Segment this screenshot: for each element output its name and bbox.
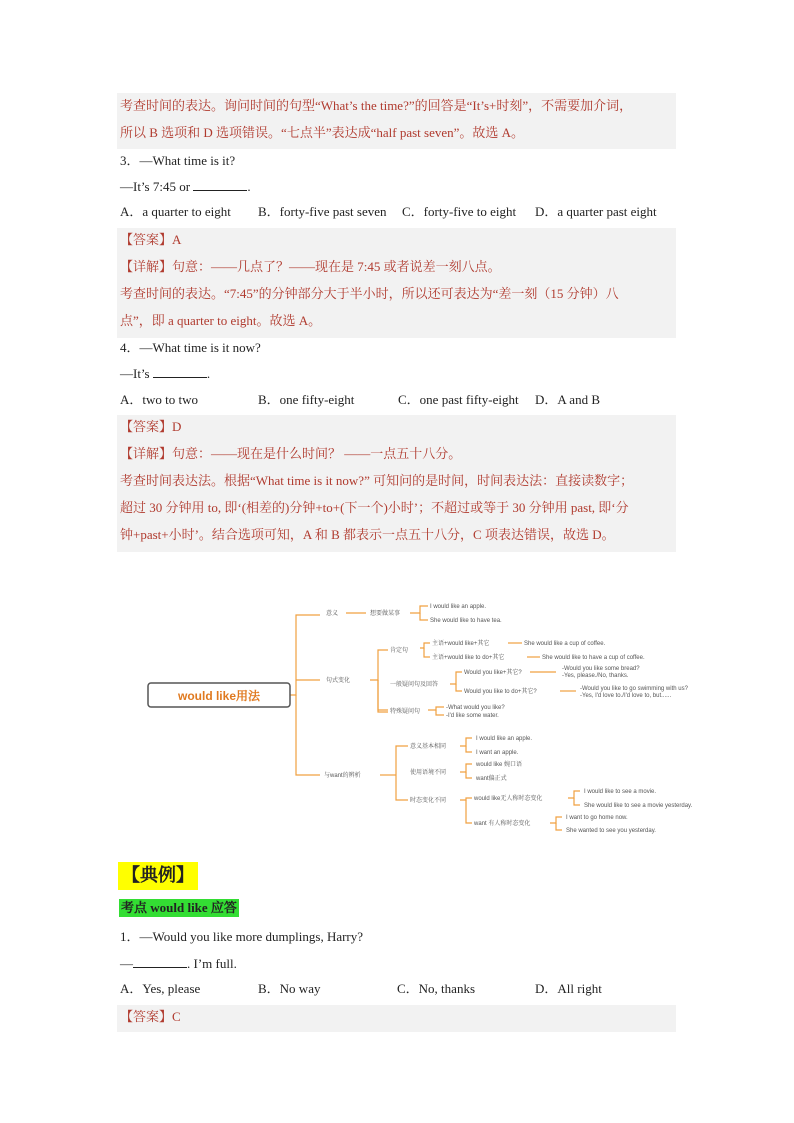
option-d: D．a quarter past eight (535, 204, 657, 219)
detail-line: 【详解】句意：——几点了？——现在是 7:45 或者说差一刻八点。 (120, 259, 501, 274)
question-reply (120, 364, 210, 384)
mindmap-node: would like无人称时态变化 (474, 796, 543, 802)
mindmap-node: 与want的辨析 (324, 773, 361, 779)
mindmap-leaf: She would like to have tea. (430, 618, 502, 624)
answer-box-q1 (117, 1005, 676, 1032)
mindmap-node: 想要做某事 (370, 611, 401, 617)
mindmap-leaf: -I'd like some water. (446, 713, 499, 719)
point-label: 考点 would like 应答 (121, 900, 237, 915)
mindmap-leaf: -Would you like some bread? (562, 666, 640, 672)
analysis-line: 考查时间表达法。根据“What time is it now?” 可知问的是时间，时间表达法：直接读数字； (120, 473, 634, 488)
mindmap-leaf: She would like to have a cup of coffee. (542, 655, 645, 661)
mindmap-node: 主语+would like+其它 (432, 641, 490, 647)
option-c: C．No, thanks (397, 981, 476, 996)
mindmap-center-label: would like用法 (177, 689, 261, 703)
option-c: C．one past fifty-eight (398, 392, 519, 407)
mindmap-leaf: -Yes, I'd love to./I'd love to, but...... (580, 693, 672, 699)
option-b: B．No way (258, 981, 321, 996)
mindmap-leaf: I want to go home now. (566, 815, 628, 821)
question-reply (120, 954, 237, 974)
mindmap-leaf: I would like to see a movie. (584, 789, 657, 795)
reply-prefix: —It’s 7:45 or (120, 179, 191, 194)
analysis-line: 点”，即 a quarter to eight。故选 A。 (120, 313, 322, 328)
option-a: A．Yes, please (120, 981, 201, 996)
mindmap-leaf: I would like an apple. (430, 604, 487, 610)
analysis-line: 所以 B 选项和 D 选项错误。“七点半”表达成“half past seven”。故选 A。 (120, 125, 525, 140)
option-a: A．two to two (120, 392, 199, 407)
answer-line: 【答案】D (120, 419, 182, 434)
question-stem: 4．—What time is it now? (120, 340, 261, 355)
mindmap-node: 时态变化不同 (410, 798, 447, 804)
section-title: 【典例】 (118, 862, 198, 890)
option-a: A．a quarter to eight (120, 204, 231, 219)
analysis-line: 考查时间的表达。询问时间的句型“What’s the time?”的回答是“It’s+时刻”，不需要加介词， (120, 98, 633, 113)
mindmap-leaf: She would like to see a movie yesterday. (584, 803, 693, 809)
answer-line: 【答案】A (120, 232, 182, 247)
mindmap-node: 主语+would like to do+其它 (432, 655, 505, 661)
question-reply (120, 177, 251, 197)
option-d: D．All right (535, 981, 602, 996)
mindmap-node: 一般疑问句及回答 (390, 682, 439, 688)
answer-blank (153, 365, 207, 378)
mindmap-leaf: want偏正式 (476, 776, 507, 782)
mindmap-node: 句式变化 (326, 678, 351, 684)
mindmap-node: 意义基本相同 (410, 744, 447, 750)
reply-prefix: —It’s (120, 366, 150, 381)
option-b: B．forty-five past seven (258, 204, 387, 219)
mindmap-node: Would you like to do+其它? (464, 689, 537, 695)
reply-suffix: . (206, 366, 211, 381)
mindmap-leaf: -Would you like to go swimming with us? (580, 686, 688, 692)
mindmap-node: Would you like+其它? (464, 670, 522, 676)
would-like-mindmap (0, 580, 794, 840)
question-stem: 3．—What time is it? (120, 153, 236, 168)
option-d: D．A and B (535, 392, 601, 407)
answer-line: 【答案】C (120, 1009, 181, 1024)
mindmap-leaf: She wanted to see you yesterday. (566, 828, 656, 834)
question-stem: 1．—Would you like more dumplings, Harry? (120, 929, 364, 944)
reply-prefix: — (120, 956, 133, 971)
mindmap-node: 意义 (326, 611, 339, 617)
reply-suffix: . I’m full. (187, 956, 237, 971)
mindmap-leaf: I want an apple. (476, 750, 519, 756)
analysis-line: 钟+past+小时’。结合选项可知，A 和 B 都表示一点五十八分，C 项表达错误，故选 D。 (120, 527, 615, 542)
answer-blank (133, 955, 187, 968)
mindmap-leaf: would like 婉口语 (476, 762, 523, 768)
mindmap-node: 使用语境不同 (410, 770, 447, 776)
mindmap-leaf: -What would you like? (446, 705, 505, 711)
analysis-line: 考查时间的表达。“7:45”的分钟部分大于半小时，所以还可表达为“差一刻（15 分钟）八 (120, 286, 619, 301)
detail-line: 【详解】句意：——现在是什么时间？ ——一点五十八分。 (120, 446, 462, 461)
analysis-line: 超过 30 分钟用 to, 即‘(相差的)分钟+to+(下一个)小时’；不超过或等于 30 分钟用 past, 即‘分 (120, 500, 629, 515)
mindmap-leaf: I would like an apple. (476, 736, 533, 742)
answer-blank (193, 178, 247, 191)
mindmap-node: 肯定句 (390, 648, 409, 654)
option-b: B．one fifty-eight (258, 392, 355, 407)
mindmap-node: want 有人称时态变化 (474, 821, 531, 827)
reply-suffix: . (247, 179, 251, 194)
mindmap-leaf: She would like a cup of coffee. (524, 641, 606, 647)
mindmap-node: 特殊疑问句 (390, 709, 421, 715)
mindmap-leaf: -Yes, please./No, thanks. (562, 673, 629, 679)
option-c: C．forty-five to eight (402, 204, 517, 219)
